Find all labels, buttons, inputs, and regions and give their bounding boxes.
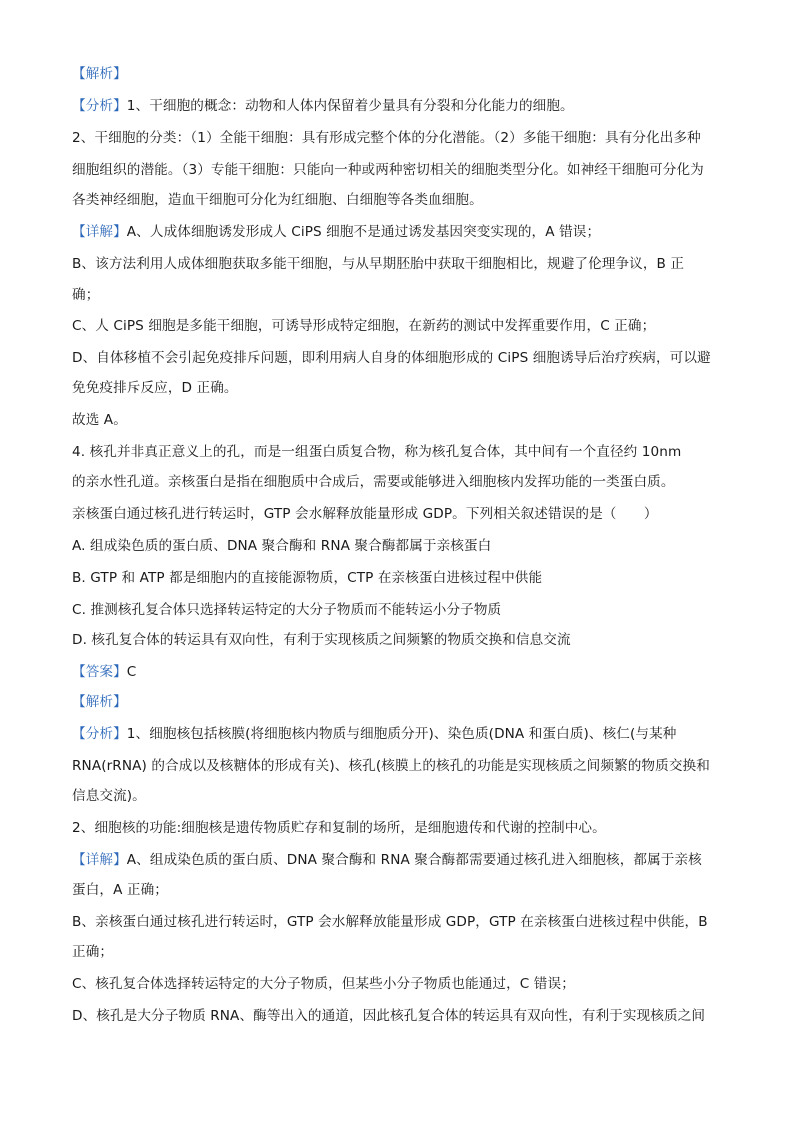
text-line [72, 600, 501, 620]
line-text: D. 核孔复合体的转运具有双向性，有利于实现核质之间频繁的物质交换和信息交流 [72, 632, 571, 648]
text-line [72, 692, 127, 712]
line-text: B、亲核蛋白通过核孔进行转运时，GTP 会水解释放能量形成 GDP，GTP 在亲核蛋白进核过程中供能，B [72, 914, 708, 930]
text-line [72, 818, 606, 838]
line-text: B、该方法利用人成体细胞获取多能干细胞，与从早期胚胎中获取干细胞相比，规避了伦理争议，B 正 [72, 256, 685, 272]
line-text: 1、细胞核包括核膜(将细胞核内物质与细胞质分开)、染色质(DNA 和蛋白质)、核仁(与某种 [126, 726, 677, 742]
text-line [72, 64, 127, 84]
line-text: D、核孔是大分子物质 RNA、酶等出入的通道，因此核孔复合体的转运具有双向性，有利于实现核质之间 [72, 1008, 706, 1024]
text-line [72, 254, 684, 274]
text-line [72, 410, 127, 430]
line-text: 免免疫排斥反应，D 正确。 [72, 380, 238, 396]
line-text: 蛋白，A 正确； [72, 882, 168, 898]
text-line [72, 786, 146, 806]
line-text: 的亲水性孔道。亲核蛋白是指在细胞质中合成后，需要或能够进入细胞核内发挥功能的一类蛋白质。 [72, 474, 675, 490]
text-line [72, 442, 681, 462]
line-text: A、人成体细胞诱发形成人 CiPS 细胞不是通过诱发基因突变实现的，A 错误； [126, 224, 601, 240]
line-text: A. 组成染色质的蛋白质、DNA 聚合酶和 RNA 聚合酶都属于亲核蛋白 [72, 538, 492, 554]
line-text: 2、细胞核的功能:细胞核是遗传物质贮存和复制的场所，是细胞遗传和代谢的控制中心。 [72, 820, 606, 836]
text-line [72, 1006, 705, 1026]
line-text: 1、干细胞的概念：动物和人体内保留着少量具有分裂和分化能力的细胞。 [126, 98, 574, 114]
text-line [72, 880, 168, 900]
section-label: 【解析】 [72, 694, 127, 710]
text-line [72, 160, 704, 180]
line-text: C. 推测核孔复合体只选择转运特定的大分子物质而不能转运小分子物质 [72, 602, 502, 618]
text-line [72, 756, 710, 776]
text-line [72, 190, 483, 210]
section-label: 【分析】 [72, 726, 127, 742]
line-text: 亲核蛋白通过核孔进行转运时，GTP 会水解释放能量形成 GDP。下列相关叙述错误的是（ ） [72, 506, 658, 522]
line-text: C、核孔复合体选择转运特定的大分子物质，但某些小分子物质也能通过，C 错误； [72, 976, 575, 992]
line-text: 4. 核孔并非真正意义上的孔，而是一组蛋白质复合物，称为核孔复合体，其中间有一个直径约 10nm [72, 444, 682, 460]
text-line [72, 630, 571, 650]
text-line [72, 504, 658, 524]
section-label: 【详解】 [72, 852, 127, 868]
text-line [72, 850, 702, 870]
line-text: 正确； [72, 944, 114, 960]
line-text: D、自体移植不会引起免疫排斥问题，即利用病人自身的体细胞形成的 CiPS 细胞诱导后治疗疾病，可以避 [72, 350, 711, 366]
section-label: 【解析】 [72, 66, 127, 82]
section-label: 【答案】 [72, 664, 127, 680]
text-line [72, 128, 701, 148]
text-line [72, 348, 711, 368]
text-line [72, 912, 708, 932]
section-label: 【分析】 [72, 98, 127, 114]
text-line [72, 942, 113, 962]
text-line [72, 974, 575, 994]
line-text: C [126, 664, 137, 680]
line-text: 信息交流)。 [72, 788, 146, 804]
text-line [72, 724, 676, 744]
text-line [72, 536, 491, 556]
line-text: 2、干细胞的分类：（1）全能干细胞：具有形成完整个体的分化潜能。（2）多能干细胞：具有分化出多种 [72, 130, 701, 146]
text-line [72, 378, 238, 398]
text-line [72, 662, 136, 682]
line-text: RNA(rRNA) 的合成以及核糖体的形成有关)、核孔(核膜上的核孔的功能是实现核质之间频繁的物质交换和 [72, 758, 710, 774]
line-text: 细胞组织的潜能。（3）专能干细胞：只能向一种或两种密切相关的细胞类型分化。如神经干细胞可分化为 [72, 162, 704, 178]
text-line [72, 472, 675, 492]
line-text: B. GTP 和 ATP 都是细胞内的直接能源物质，CTP 在亲核蛋白进核过程中供能 [72, 570, 543, 586]
text-line [72, 222, 600, 242]
line-text: 各类神经细胞，造血干细胞可分化为红细胞、白细胞等各类血细胞。 [72, 192, 483, 208]
text-line [72, 316, 655, 336]
text-line [72, 96, 574, 116]
text-line [72, 285, 99, 305]
line-text: 故选 A。 [72, 412, 127, 428]
line-text: C、人 CiPS 细胞是多能干细胞，可诱导形成特定细胞，在新药的测试中发挥重要作用，C 正确； [72, 318, 656, 334]
line-text: 确； [72, 287, 100, 303]
text-line [72, 568, 542, 588]
line-text: A、组成染色质的蛋白质、DNA 聚合酶和 RNA 聚合酶都需要通过核孔进入细胞核，都属于亲核 [126, 852, 702, 868]
section-label: 【详解】 [72, 224, 127, 240]
